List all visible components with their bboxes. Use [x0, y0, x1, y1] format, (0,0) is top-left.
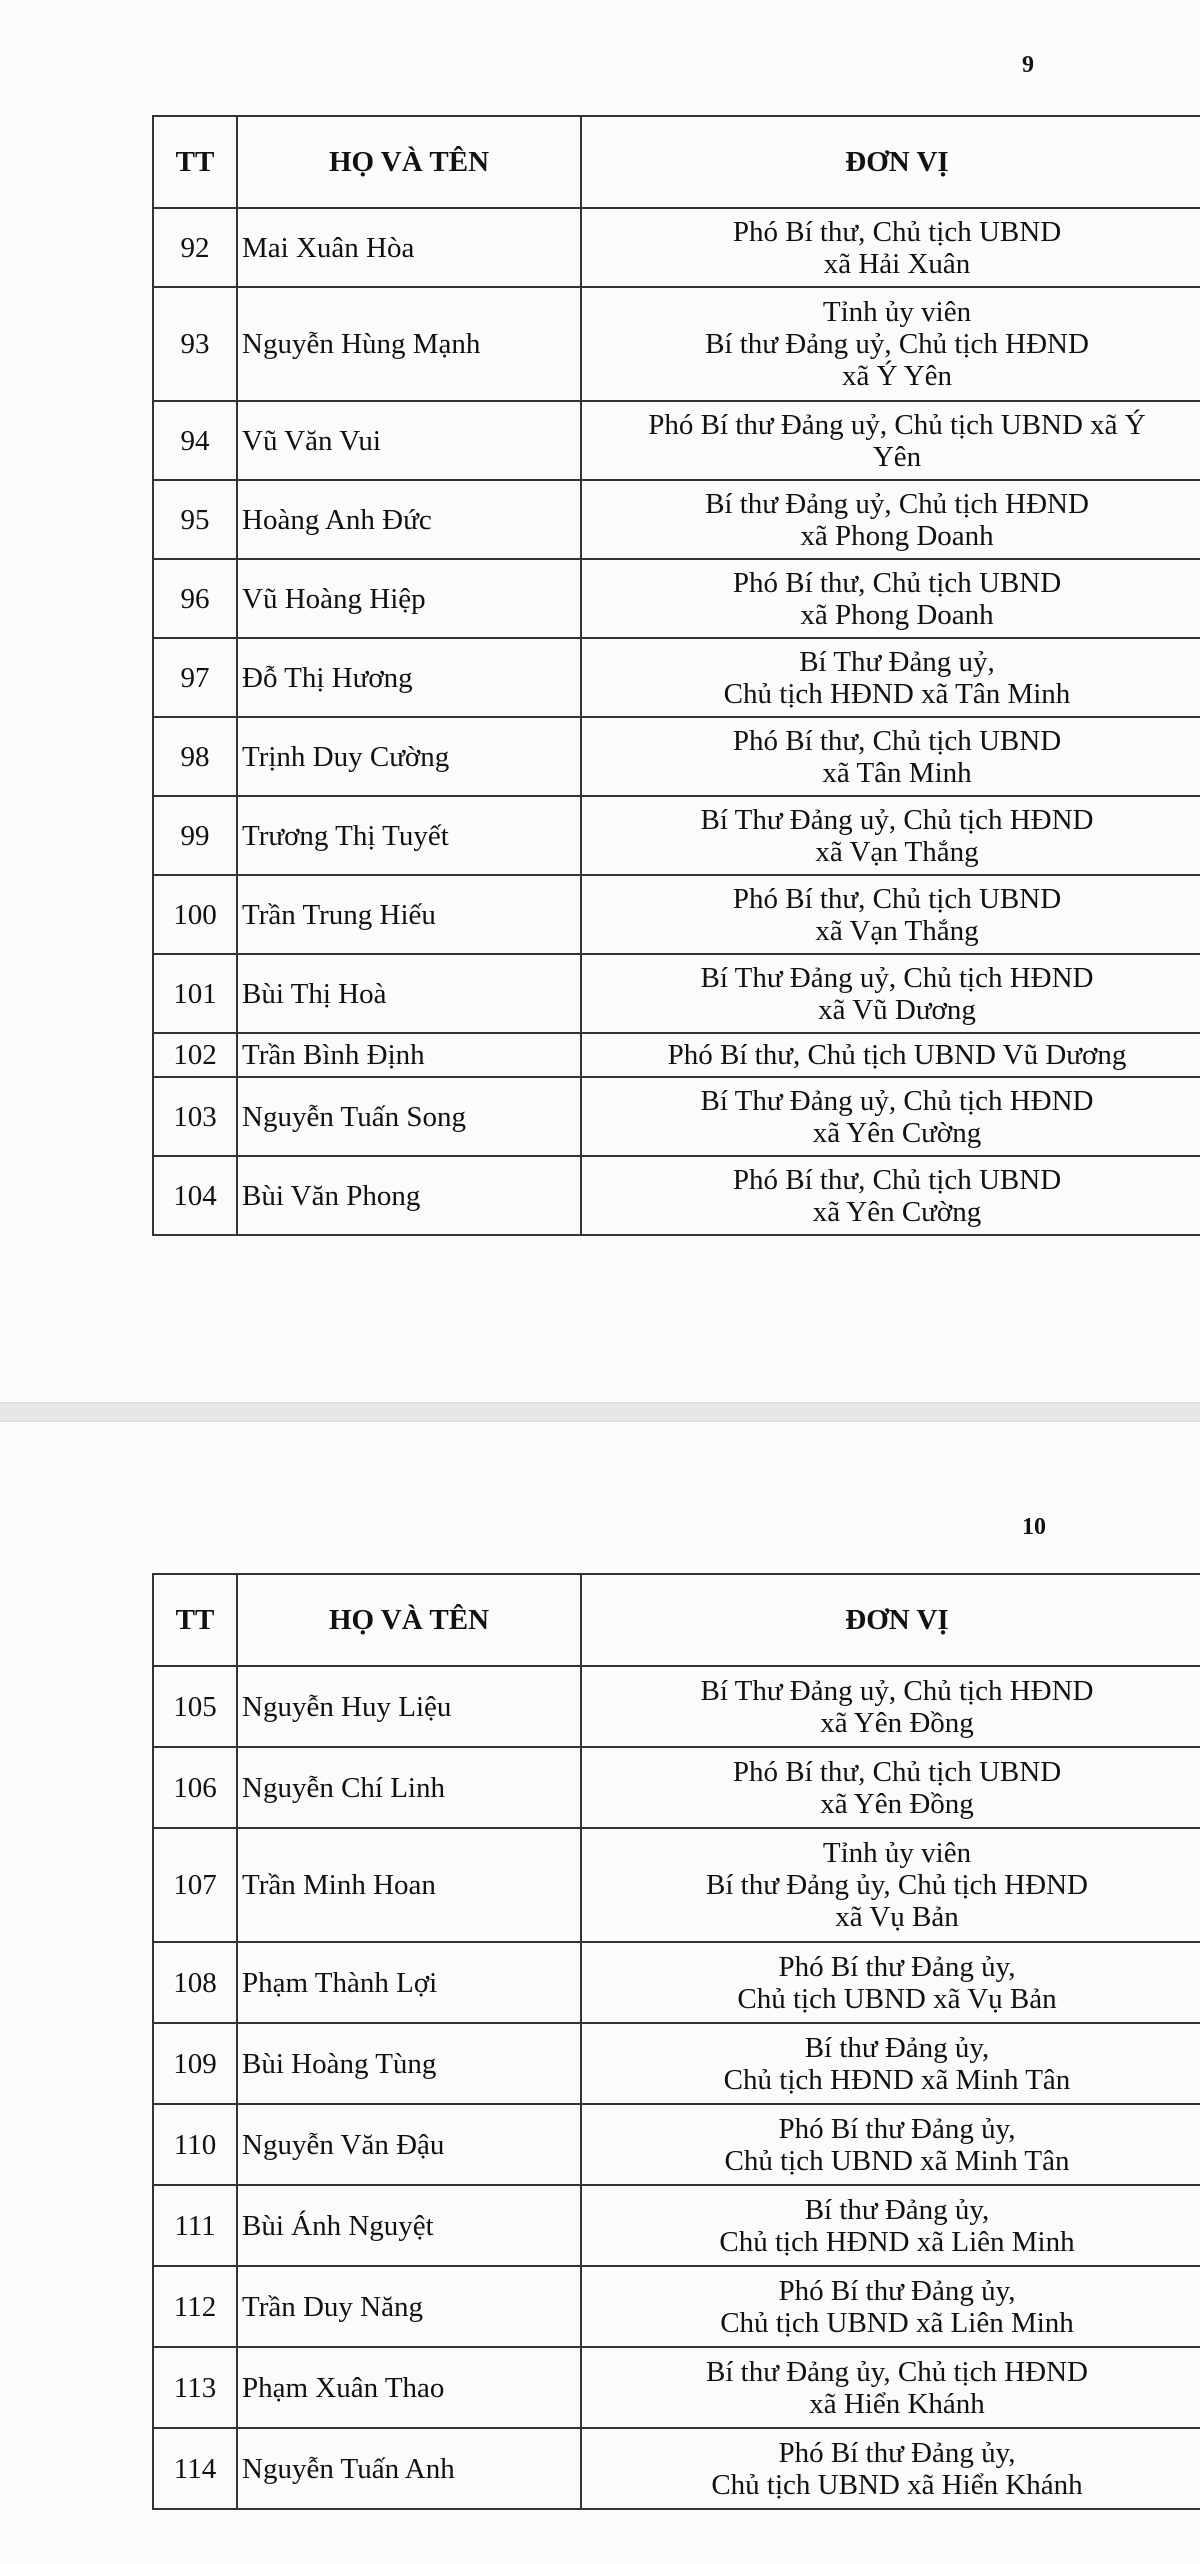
table-body	[153, 208, 1200, 1235]
header-unit: ĐƠN VỊ	[581, 1574, 1200, 1666]
row-number: 98	[153, 717, 237, 796]
table-row	[153, 559, 1200, 638]
table-row	[153, 2266, 1200, 2347]
row-number: 96	[153, 559, 237, 638]
full-name: Nguyễn Tuấn Song	[237, 1077, 581, 1156]
unit-line: xã Vụ Bản	[835, 1901, 959, 1933]
row-number: 103	[153, 1077, 237, 1156]
unit-line: Phó Bí thư, Chủ tịch UBND	[732, 1163, 1062, 1196]
unit-line: Phó Bí thư Đảng ủy,	[778, 2112, 1016, 2145]
unit-line: Phó Bí thư, Chủ tịch UBND	[732, 1755, 1062, 1788]
unit-cell	[581, 875, 1200, 954]
unit-line: Chủ tịch UBND xã Hiển Khánh	[711, 2468, 1083, 2501]
full-name: Trịnh Duy Cường	[237, 717, 581, 796]
full-name: Bùi Ánh Nguyệt	[237, 2185, 581, 2266]
unit-line: xã Vạn Thắng	[815, 835, 979, 868]
full-name: Nguyễn Hùng Mạnh	[237, 287, 581, 401]
unit-line: Tỉnh ủy viên	[822, 296, 972, 328]
unit-cell	[581, 559, 1200, 638]
unit-line: Chủ tịch UBND xã Minh Tân	[724, 2144, 1070, 2177]
unit-cell	[581, 1828, 1200, 1942]
full-name: Trần Trung Hiếu	[237, 875, 581, 954]
row-number: 113	[153, 2347, 237, 2428]
header-tt: TT	[153, 116, 237, 208]
row-number: 92	[153, 208, 237, 287]
table-row	[153, 796, 1200, 875]
table-header-row	[153, 1574, 1200, 1666]
unit-cell	[581, 1666, 1200, 1747]
row-number: 106	[153, 1747, 237, 1828]
row-number: 104	[153, 1156, 237, 1235]
unit-line: Tỉnh ủy viên	[822, 1837, 972, 1869]
full-name: Phạm Thành Lợi	[237, 1942, 581, 2023]
unit-line: xã Yên Đồng	[820, 1787, 974, 1820]
unit-line: xã Yên Cường	[812, 1195, 982, 1228]
unit-cell	[581, 2266, 1200, 2347]
page-number: 10	[1022, 1514, 1046, 1540]
row-number: 93	[153, 287, 237, 401]
row-number: 94	[153, 401, 237, 480]
unit-line: Yên	[872, 440, 922, 473]
table-row	[153, 1828, 1200, 1942]
row-number: 99	[153, 796, 237, 875]
unit-line: Phó Bí thư, Chủ tịch UBND	[732, 566, 1062, 599]
table-row	[153, 954, 1200, 1033]
unit-line: Bí Thư Đảng uỷ, Chủ tịch HĐND	[700, 1674, 1094, 1707]
full-name: Nguyễn Tuấn Anh	[237, 2428, 581, 2509]
table-row	[153, 2104, 1200, 2185]
unit-line: xã Hiển Khánh	[809, 2387, 985, 2420]
unit-line: Phó Bí thư Đảng ủy,	[778, 1950, 1016, 1983]
unit-line: Phó Bí thư, Chủ tịch UBND	[732, 882, 1062, 915]
table-row	[153, 717, 1200, 796]
row-number: 100	[153, 875, 237, 954]
row-number: 101	[153, 954, 237, 1033]
unit-line: Bí thư Đảng uỷ, Chủ tịch HĐND	[705, 328, 1089, 360]
unit-line: Chủ tịch UBND xã Vụ Bản	[737, 1982, 1057, 2015]
table-row	[153, 2347, 1200, 2428]
full-name: Nguyễn Chí Linh	[237, 1747, 581, 1828]
unit-line: xã Vạn Thắng	[815, 914, 979, 947]
unit-line: Bí thư Đảng ủy, Chủ tịch HĐND	[706, 1869, 1088, 1901]
unit-cell	[581, 2104, 1200, 2185]
header-name: HỌ VÀ TÊN	[237, 116, 581, 208]
unit-cell	[581, 480, 1200, 559]
table-row	[153, 1156, 1200, 1235]
full-name: Trần Bình Định	[237, 1033, 581, 1077]
unit-line: Phó Bí thư Đảng ủy,	[778, 2274, 1016, 2307]
table-row	[153, 1077, 1200, 1156]
table-row	[153, 1942, 1200, 2023]
table-row	[153, 208, 1200, 287]
unit-line: Bí Thư Đảng uỷ, Chủ tịch HĐND	[700, 803, 1094, 836]
full-name: Đỗ Thị Hương	[237, 638, 581, 717]
roster-table	[152, 1573, 1200, 2510]
row-number: 110	[153, 2104, 237, 2185]
unit-line: Bí thư Đảng ủy, Chủ tịch HĐND	[706, 2355, 1088, 2388]
full-name: Trần Duy Năng	[237, 2266, 581, 2347]
unit-line: Chủ tịch UBND xã Liên Minh	[720, 2306, 1074, 2339]
table-row	[153, 480, 1200, 559]
full-name: Nguyễn Văn Đậu	[237, 2104, 581, 2185]
unit-line: Bí thư Đảng ủy,	[804, 2031, 990, 2064]
unit-cell	[581, 1156, 1200, 1235]
row-number: 114	[153, 2428, 237, 2509]
unit-cell	[581, 401, 1200, 480]
unit-line: xã Tân Minh	[822, 756, 972, 789]
unit-line: Bí thư Đảng ủy,	[804, 2193, 990, 2226]
roster-table	[152, 115, 1200, 1236]
unit-cell	[581, 1747, 1200, 1828]
unit-cell	[581, 1033, 1200, 1077]
row-number: 105	[153, 1666, 237, 1747]
table-row	[153, 287, 1200, 401]
full-name: Hoàng Anh Đức	[237, 480, 581, 559]
unit-cell	[581, 208, 1200, 287]
unit-cell	[581, 796, 1200, 875]
full-name: Vũ Văn Vui	[237, 401, 581, 480]
unit-line: Phó Bí thư Đảng uỷ, Chủ tịch UBND xã Ý	[648, 408, 1146, 441]
unit-line: Chủ tịch HĐND xã Liên Minh	[719, 2225, 1075, 2258]
header-tt: TT	[153, 1574, 237, 1666]
unit-cell	[581, 287, 1200, 401]
row-number: 97	[153, 638, 237, 717]
unit-cell	[581, 638, 1200, 717]
full-name: Bùi Hoàng Tùng	[237, 2023, 581, 2104]
row-number: 107	[153, 1828, 237, 1942]
unit-line: xã Vũ Dương	[818, 993, 976, 1026]
unit-line: Phó Bí thư, Chủ tịch UBND Vũ Dương	[667, 1039, 1127, 1071]
unit-cell	[581, 1942, 1200, 2023]
unit-cell	[581, 1077, 1200, 1156]
document-page-10	[0, 1422, 1200, 2564]
row-number: 109	[153, 2023, 237, 2104]
unit-cell	[581, 717, 1200, 796]
row-number: 102	[153, 1033, 237, 1077]
table-row	[153, 2185, 1200, 2266]
table-row	[153, 1747, 1200, 1828]
table-row	[153, 1666, 1200, 1747]
full-name: Phạm Xuân Thao	[237, 2347, 581, 2428]
page-number: 9	[1022, 52, 1034, 78]
unit-line: Chủ tịch HĐND xã Tân Minh	[723, 677, 1071, 710]
full-name: Trần Minh Hoan	[237, 1828, 581, 1942]
unit-line: Phó Bí thư, Chủ tịch UBND	[732, 724, 1062, 757]
unit-cell	[581, 2428, 1200, 2509]
unit-line: xã Phong Doanh	[800, 519, 994, 552]
full-name: Nguyễn Huy Liệu	[237, 1666, 581, 1747]
unit-line: xã Phong Doanh	[800, 598, 994, 631]
unit-cell	[581, 2023, 1200, 2104]
table-header-row	[153, 116, 1200, 208]
unit-line: Bí Thư Đảng uỷ, Chủ tịch HĐND	[700, 1084, 1094, 1117]
row-number: 111	[153, 2185, 237, 2266]
unit-line: xã Ý Yên	[841, 360, 953, 392]
unit-cell	[581, 2347, 1200, 2428]
table-body	[153, 1666, 1200, 2509]
unit-line: Bí Thư Đảng uỷ, Chủ tịch HĐND	[700, 961, 1094, 994]
table-row	[153, 638, 1200, 717]
table-row	[153, 2023, 1200, 2104]
table-row	[153, 401, 1200, 480]
row-number: 108	[153, 1942, 237, 2023]
header-unit: ĐƠN VỊ	[581, 116, 1200, 208]
table-row	[153, 2428, 1200, 2509]
unit-line: xã Yên Cường	[812, 1116, 982, 1149]
full-name: Bùi Văn Phong	[237, 1156, 581, 1235]
header-name: HỌ VÀ TÊN	[237, 1574, 581, 1666]
unit-line: Chủ tịch HĐND xã Minh Tân	[723, 2063, 1071, 2096]
table-row	[153, 1033, 1200, 1077]
full-name: Mai Xuân Hòa	[237, 208, 581, 287]
unit-line: xã Yên Đồng	[820, 1706, 974, 1739]
unit-line: Bí Thư Đảng uỷ,	[799, 645, 995, 678]
unit-cell	[581, 2185, 1200, 2266]
unit-cell	[581, 954, 1200, 1033]
full-name: Bùi Thị Hoà	[237, 954, 581, 1033]
row-number: 95	[153, 480, 237, 559]
table-row	[153, 875, 1200, 954]
row-number: 112	[153, 2266, 237, 2347]
full-name: Trương Thị Tuyết	[237, 796, 581, 875]
unit-line: Phó Bí thư, Chủ tịch UBND	[732, 215, 1062, 248]
unit-line: Bí thư Đảng uỷ, Chủ tịch HĐND	[705, 487, 1089, 520]
full-name: Vũ Hoàng Hiệp	[237, 559, 581, 638]
unit-line: Phó Bí thư Đảng ủy,	[778, 2436, 1016, 2469]
unit-line: xã Hải Xuân	[823, 247, 971, 280]
